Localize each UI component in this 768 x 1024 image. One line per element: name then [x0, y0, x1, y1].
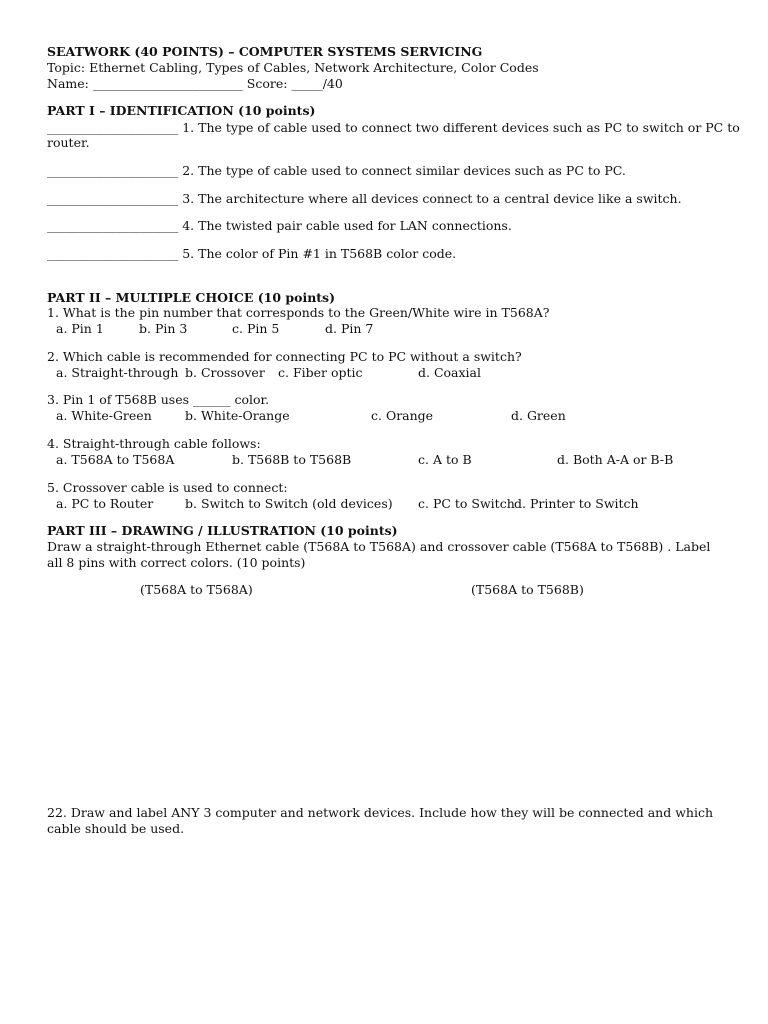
item-22-instruction: 22. Draw and label ANY 3 computer and network devices. Include how they will be connected and which cable should be used. [47, 805, 714, 836]
part2-heading: PART II – MULTIPLE CHOICE (10 points) [47, 290, 336, 305]
worksheet-topic: Topic: Ethernet Cabling, Types of Cables, Network Architecture, Color Codes [47, 60, 539, 75]
drawing-label-crossover: (T568A to T568B) [471, 582, 584, 597]
part1-item-1: _____________________ 1. The type of cable used to connect two different devices such as PC to switch or PC to [47, 120, 740, 135]
mc1-option-c: c. Pin 5 [232, 321, 280, 336]
part1-item-4: _____________________ 4. The twisted pair cable used for LAN connections. [47, 218, 512, 233]
drawing-label-straight: (T568A to T568A) [140, 582, 253, 597]
mc-question-5: 5. Crossover cable is used to connect: [47, 480, 288, 495]
part3-instruction: Draw a straight-through Ethernet cable (T568A to T568A) and crossover cable (T568A to T568B) . Label all 8 pins with correct colors. (10 points) [47, 539, 711, 570]
mc2-option-c: c. Fiber optic [278, 365, 363, 380]
mc3-option-a: a. White-Green [56, 408, 152, 423]
mc3-option-d: d. Green [511, 408, 566, 423]
mc3-option-b: b. White-Orange [185, 408, 290, 423]
worksheet-title: SEATWORK (40 POINTS) – COMPUTER SYSTEMS SERVICING [47, 44, 483, 59]
mc2-option-b: b. Crossover [185, 365, 265, 380]
mc1-option-b: b. Pin 3 [139, 321, 188, 336]
mc-question-3: 3. Pin 1 of T568B uses ______ color. [47, 392, 270, 407]
part1-item-5: _____________________ 5. The color of Pin #1 in T568B color code. [47, 246, 457, 261]
mc2-option-a: a. Straight-through [56, 365, 179, 380]
mc5-option-c: c. PC to Switch [418, 496, 515, 511]
mc3-option-c: c. Orange [371, 408, 434, 423]
mc4-option-a: a. T568A to T568A [56, 452, 175, 467]
mc-question-1: 1. What is the pin number that corresponds to the Green/White wire in T568A? [47, 305, 550, 320]
part1-heading: PART I – IDENTIFICATION (10 points) [47, 103, 316, 118]
mc5-option-b: b. Switch to Switch (old devices) [185, 496, 393, 511]
mc4-option-c: c. A to B [418, 452, 472, 467]
mc1-option-d: d. Pin 7 [325, 321, 374, 336]
mc5-option-d: d. Printer to Switch [514, 496, 639, 511]
mc1-option-a: a. Pin 1 [56, 321, 104, 336]
mc4-option-d: d. Both A-A or B-B [557, 452, 674, 467]
mc4-option-b: b. T568B to T568B [232, 452, 352, 467]
part1-item-1-cont: router. [47, 135, 90, 150]
mc-question-2: 2. Which cable is recommended for connecting PC to PC without a switch? [47, 349, 522, 364]
mc2-option-d: d. Coaxial [418, 365, 481, 380]
mc-question-4: 4. Straight-through cable follows: [47, 436, 261, 451]
part3-heading: PART III – DRAWING / ILLUSTRATION (10 points) [47, 523, 398, 538]
part1-item-2: _____________________ 2. The type of cable used to connect similar devices such as PC to PC. [47, 163, 626, 178]
part1-item-3: _____________________ 3. The architecture where all devices connect to a central device like a switch. [47, 191, 682, 206]
mc5-option-a: a. PC to Router [56, 496, 154, 511]
name-score-line: Name: ________________________ Score: _____/40 [47, 76, 343, 91]
